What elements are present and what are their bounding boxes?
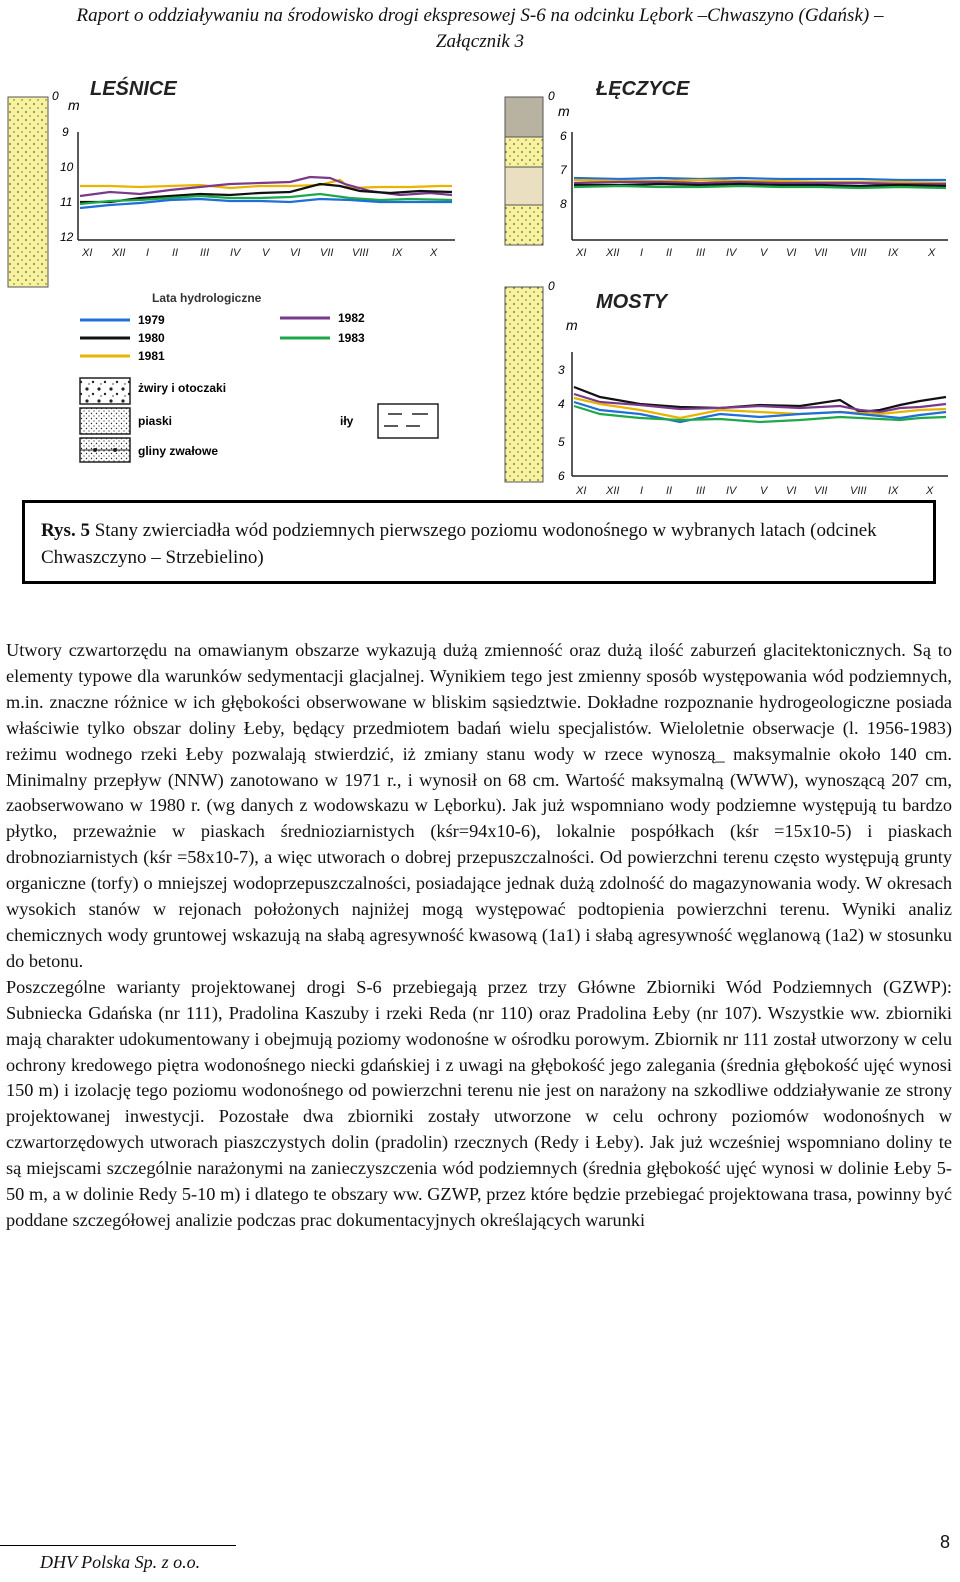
leczyce-month-5: IV — [726, 247, 737, 259]
paragraph-1: Utwory czwartorzędu na omawianym obszarze wykazują dużą zmienność oraz dużą ilość zaburzeń glacitektonicznych. Są to elementy typowe dla warunków sedymentacji glacjalnej. Wynikiem tego jest zmienny sposób występowania wód podziemnych, m.in. znaczne różnice w ich głębokości obserwowane w bliskim sąsiedztwie. Dokładne rozpoznanie hydrogeologiczne posiada właściwie tylko obszar doliny Łeby, będący przedmiotem badań wielu specjalistów. Wieloletnie obserwacje (l. 1956-1983) reżimu wodnego rzeki Łeby pozwalają stwierdzić, iż zmiany stanu wody w rzece wynoszą_ maksymalnie około 140 cm. Minimalny przepływ (NNW) zanotowano w 1971 r., i wynosił on 68 cm. Wartość maksymalną (WWW), wynoszącą 207 cm, zaobserwowano w 1980 r. (wg danych z wodowskazu w Lęborku). Jak już wspomniano wody podziemne występują tu bardzo płytko, przeważnie w piaskach średnioziarnistych (kśr=94x10-6), lokalnie pospółkach (kśr =15x10-5) i piaskach drobnoziarnistych (kśr =58x10-7), a więc utworach o dobrej przepuszczalności. Od powierzchni terenu często występują grunty organiczne (torfy) o mniejszej wodoprzepuszczalności, posiadające jednak dużą zdolność do magazynowania wody. W okresach wysokich stanów w rejonach położonych najniżej mogą występować podtopienia powierzchni terenu. Wyniki analiz chemicznych wody gruntowej wskazują na słabą agresywność kwasową (1a1) i słabą agresywność węglanową (1a2) w stosunku do betonu. — [6, 640, 952, 971]
mosty-unit: m — [566, 317, 578, 333]
footer-divider — [0, 1545, 236, 1546]
leczyce-unit: m — [558, 103, 570, 119]
caption-text: Stany zwierciadła wód podziemnych pierwszego poziomu wodonośnego w wybranych latach (odcinek Chwaszczyno – Strzebielino) — [41, 520, 877, 568]
legend-year-1979: 1979 — [138, 313, 165, 327]
leczyce-month-1: XII — [606, 247, 620, 259]
leczyce-month-labels — [575, 247, 936, 259]
leczyce-month-2: I — [640, 247, 644, 259]
mosty-tick-0: 0 — [548, 279, 555, 293]
legend-soil-till: gliny zwałowe — [138, 444, 219, 458]
lesnice-title: LEŚNICE — [90, 78, 177, 100]
legend-year-1983: 1983 — [338, 331, 365, 345]
lesnice-tick-3: 11 — [60, 195, 73, 209]
leczyce-month-8: VII — [814, 247, 828, 259]
leczyce-panel — [505, 78, 948, 259]
legend-sand-swatch — [80, 408, 130, 434]
caption-prefix: Rys. 5 — [41, 520, 90, 541]
leczyce-line-1979 — [574, 178, 946, 180]
legend-clay-swatch — [378, 404, 438, 438]
lesnice-tick-0: 0 — [52, 89, 59, 103]
page-header-title: Raport o oddziaływaniu na środowisko drogi ekspresowej S-6 na odcinku Lębork –Chwaszyno (Gdańsk) – — [76, 5, 884, 26]
legend-year-1980: 1980 — [138, 331, 165, 345]
leczyce-tick-3: 8 — [560, 197, 567, 211]
leczyce-month-4: III — [696, 247, 706, 259]
page-number: 8 — [939, 1532, 950, 1552]
lesnice-panel — [8, 76, 455, 287]
mosty-tick-3: 5 — [558, 435, 565, 449]
figure-legend — [80, 291, 438, 462]
mosty-month-3: II — [666, 485, 673, 497]
mosty-month-6: V — [760, 485, 768, 497]
leczyce-title: ŁĘCZYCE — [596, 78, 690, 100]
leczyce-month-6: V — [760, 247, 768, 259]
legend-soil-gravel: żwiry i otoczaki — [138, 381, 227, 395]
mosty-panel — [505, 279, 948, 497]
lesnice-month-labels — [81, 247, 438, 259]
paragraph-2: Poszczególne warianty projektowanej drogi S-6 przebiegają przez trzy Główne Zbiorniki Wód Podziemnych (GZWP): Subniecka Gdańska (nr 111), Pradolina Kaszuby i rzeki Reda (nr 110) oraz Pradolina Łeby (nr 107). Wszystkie ww. zbiorniki mają charakter udokumentowany i obejmują poziomy wodonośne w ośrodku porowym. Zbiornik nr 111 został utworzony w celu ochrony kredowego piętra wodonośnego niecki gdańskiej i z uwagi na głębokość jego zalegania (średnia głębokość ujęć wynosi 150 m) i izolację tego poziomu wodonośnego od powierzchni terenu nie jest on narażony na szkodliwe oddziaływanie ze strony projektowanej inwestycji. Pozostałe dwa zbiorniki zostały utworzone w celu ochrony poziomów wodonośnych w czwartorzędowych utworach piaszczystych dolin (pradolin) rzecznych (Redy i Łeby). Jak już wcześniej wspomniano doliny te są miejscami szczególnie narażonymi na zanieczyszczenia wód podziemnych (średnia głębokość ujęć wynosi w dolinie Łeby 5-50 m, a w dolinie Redy 5-10 m) i dlatego te obszary ww. GZWP, przez które będzie przebiegać projektowana trasa, powinny być poddane szczegółowej analizie podczas prac dokumentacyjnych określających warunki — [6, 976, 952, 1230]
lesnice-month-6: V — [262, 247, 270, 259]
mosty-tick-4: 6 — [558, 469, 565, 483]
mosty-month-2: I — [640, 485, 644, 497]
lesnice-month-10: IX — [392, 247, 403, 259]
footer-company: DHV Polska Sp. z o.o. — [40, 1552, 201, 1572]
legend-soil-sand: piaski — [138, 414, 173, 428]
mosty-tick-1: 3 — [558, 363, 565, 377]
mosty-month-8: VII — [814, 485, 828, 497]
leczyce-line-1983 — [574, 186, 946, 188]
legend-title: Lata hydrologiczne — [152, 291, 262, 305]
leczyce-tick-1: 6 — [560, 129, 567, 143]
leczyce-tick-2: 7 — [560, 163, 567, 177]
lesnice-month-2: I — [146, 247, 150, 259]
lesnice-month-9: VIII — [352, 247, 369, 259]
lesnice-month-0: XI — [82, 247, 93, 259]
mosty-month-0: XI — [576, 485, 587, 497]
mosty-month-4: III — [696, 485, 706, 497]
leczyce-month-3: II — [666, 247, 673, 259]
lesnice-line-1981 — [80, 180, 452, 188]
mosty-month-labels — [575, 485, 934, 497]
legend-soil-clay: iły — [340, 414, 354, 428]
lesnice-month-5: IV — [230, 247, 241, 259]
lesnice-tick-4: 12 — [60, 230, 74, 244]
mosty-month-5: IV — [726, 485, 737, 497]
lesnice-month-1: XII — [112, 247, 126, 259]
mosty-month-7: VI — [786, 485, 797, 497]
lesnice-month-4: III — [200, 247, 210, 259]
legend-year-1981: 1981 — [138, 349, 165, 363]
lesnice-unit: m — [68, 97, 80, 113]
leczyce-tick-0: 0 — [548, 89, 555, 103]
leczyce-month-7: VI — [786, 247, 797, 259]
lesnice-month-3: II — [172, 247, 179, 259]
leczyce-month-9: VIII — [850, 247, 867, 259]
groundwater-figure — [0, 62, 960, 502]
legend-year-1982: 1982 — [338, 311, 365, 325]
leczyce-month-10: IX — [888, 247, 899, 259]
legend-gravel-swatch — [80, 378, 130, 404]
lesnice-month-8: VII — [320, 247, 334, 259]
mosty-tick-2: 4 — [558, 397, 565, 411]
lesnice-tick-1: 9 — [62, 125, 69, 139]
figure-caption — [22, 500, 936, 584]
lesnice-tick-2: 10 — [60, 160, 74, 174]
page-header-subtitle: Załącznik 3 — [435, 31, 525, 52]
mosty-month-10: IX — [888, 485, 899, 497]
leczyce-month-0: XI — [576, 247, 587, 259]
lesnice-month-11: X — [430, 247, 438, 259]
mosty-month-1: XII — [606, 485, 620, 497]
mosty-month-11: X — [926, 485, 934, 497]
body-text — [6, 638, 952, 1234]
leczyce-month-11: X — [928, 247, 936, 259]
mosty-month-9: VIII — [850, 485, 867, 497]
lesnice-month-7: VI — [290, 247, 301, 259]
mosty-title: MOSTY — [596, 291, 668, 313]
